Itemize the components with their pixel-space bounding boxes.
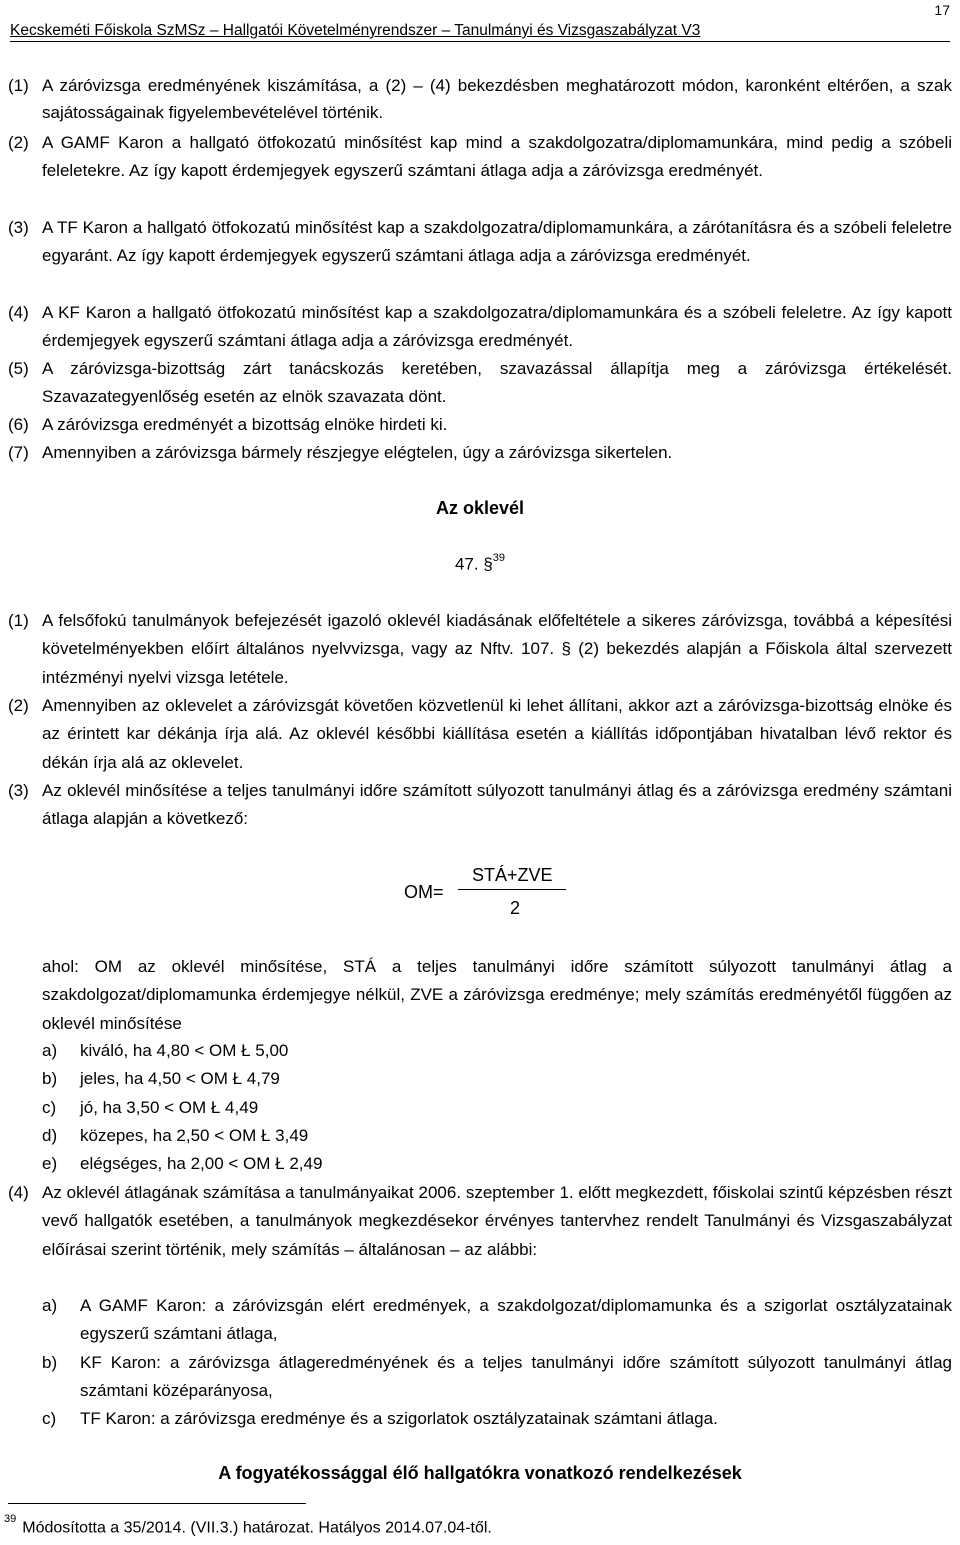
list-item xyxy=(42,1122,952,1150)
list-text: A GAMF Karon: a záróvizsgán elért eredmények, a szakdolgozat/diplomamunka és a szigorlat osztályzatainak egyszerű számtani átlaga, xyxy=(80,1296,952,1344)
paragraph-item xyxy=(8,411,952,439)
item-number: (4) xyxy=(8,1183,29,1202)
list-text: jó, ha 3,50 < OM Ł 4,49 xyxy=(80,1097,259,1117)
paragraph-item xyxy=(8,777,952,834)
formula-numerator: STÁ+ZVE xyxy=(472,865,553,885)
grade-list xyxy=(42,1037,952,1178)
item-number: (6) xyxy=(8,415,29,434)
formula-denominator: 2 xyxy=(510,898,521,918)
paragraph-item xyxy=(8,692,952,777)
list-item xyxy=(42,1037,952,1065)
list-item xyxy=(42,1094,952,1122)
item-text: A záróvizsga eredményét a bizottság elnöke hirdeti ki. xyxy=(42,415,448,434)
list-label: e) xyxy=(42,1154,58,1174)
formula-explanation: ahol: OM az oklevél minősítése, STÁ a teljes tanulmányi időre számított súlyozott tanulmányi átlag a szakdolgozat/diplomamunka érdemjegye nélkül, ZVE a záróvizsga eredménye; mely számítás eredményétől függően az oklevél minősítése xyxy=(42,957,952,1033)
list-text: TF Karon: a záróvizsga eredménye és a szigorlatok osztályzatainak számtani átlaga. xyxy=(80,1409,718,1429)
header-rule xyxy=(10,41,950,42)
header-title: Kecskeméti Főiskola SzMSz – Hallgatói Követelményrendszer – Tanulmányi és Vizsgaszabályzat V3 xyxy=(10,22,701,39)
list-item xyxy=(42,1150,952,1178)
item-text: A GAMF Karon a hallgató ötfokozatú minősítést kap mind a szakdolgozatra/diplomamunkára, mind pedig a szóbeli feleletekre. Az így kapott érdemjegyek egyszerű számtani átlaga adja a záróvizsga eredményét. xyxy=(42,133,952,180)
list-text: KF Karon: a záróvizsga átlageredményének és a teljes tanulmányi időre számított súlyozott tanulmányi átlag számtani középarányosa, xyxy=(80,1352,952,1400)
list-item xyxy=(42,1292,952,1349)
list-label: b) xyxy=(42,1352,58,1372)
section-paragraph-number xyxy=(0,554,960,575)
list-item xyxy=(42,1349,952,1406)
formula-lhs: OM= xyxy=(404,882,444,902)
footnote-separator xyxy=(8,1503,306,1504)
item-text: Az oklevél minősítése a teljes tanulmányi időre számított súlyozott tanulmányi átlag és a záróvizsga eredmény számtani átlaga alapján a következő: xyxy=(42,781,952,829)
item-text: A záróvizsga-bizottság zárt tanácskozás keretében, szavazással állapítja meg a záróvizsga értékelését. Szavazategyenlőség esetén az elnök szavazata dönt. xyxy=(42,359,952,406)
item-text: A záróvizsga eredményének kiszámítása, a (2) – (4) bekezdésben meghatározott módon, karonként eltérően, a szak sajátosságainak figyelembevételével történik. xyxy=(42,76,952,122)
paragraph-item xyxy=(8,439,952,467)
list-item xyxy=(42,1065,952,1093)
list-text: jeles, ha 4,50 < OM Ł 4,79 xyxy=(80,1069,280,1089)
footnote-ref: 39 xyxy=(4,1513,17,1525)
footnote-reference: 39 xyxy=(492,552,506,564)
faculty-list xyxy=(42,1292,952,1433)
section-heading: A fogyatékossággal élő hallgatókra vonatkozó rendelkezések xyxy=(218,1463,742,1483)
list-label: c) xyxy=(42,1409,57,1429)
item-number: (5) xyxy=(8,359,29,378)
item-number: (7) xyxy=(8,443,29,462)
item-text: Amennyiben az oklevelet a záróvizsgát követően közvetlenül ki lehet állítani, akkor azt a záróvizsga-bizottság elnöke és az érintett kar dékánja írja alá. Az oklevél későbbi kiállítása esetén a kiállítás időpontjában hivatalban lévő rektor és dékán írja alá az oklevelet. xyxy=(42,696,952,772)
footnote xyxy=(4,1513,492,1537)
list-label: a) xyxy=(42,1296,58,1315)
item-number: (3) xyxy=(8,781,29,800)
item-number: (1) xyxy=(8,611,29,630)
list-item xyxy=(42,1405,952,1433)
footnote-text: Módosította a 35/2014. (VII.3.) határozat. Hatályos 2014.07.04-től. xyxy=(22,1519,492,1537)
list-label: d) xyxy=(42,1125,58,1145)
paragraph-item xyxy=(8,299,952,354)
item-text: Az oklevél átlagának számítása a tanulmányaikat 2006. szeptember 1. előtt megkezdett, főiskolai szintű képzésben részt vevő hallgatók esetében, a tanulmányok megkezdésekor érvényes tantervhez rendelt Tanulmányi és Vizsgaszabályzat előírásai szerint történik, mely számítás – általánosan – az alábbi: xyxy=(42,1183,952,1259)
item-text: A TF Karon a hallgató ötfokozatú minősítést kap a szakdolgozatra/diplomamunkára, a zárótanításra és a szóbeli feleletre egyaránt. Az így kapott érdemjegyek egyszerű számtani átlaga adja a záróvizsga eredményét. xyxy=(42,218,952,265)
paragraph-item xyxy=(8,214,952,269)
list-label: b) xyxy=(42,1069,58,1089)
paragraph-item xyxy=(8,129,952,184)
list-label: c) xyxy=(42,1097,57,1117)
fraction-bar xyxy=(458,889,566,890)
paragraph-item xyxy=(8,1179,952,1264)
paragraph-item xyxy=(8,607,952,692)
paragraph-item xyxy=(8,72,952,126)
list-label: a) xyxy=(42,1041,58,1060)
paragraph-number-text: 47. § xyxy=(454,554,493,574)
list-text: közepes, ha 2,50 < OM Ł 3,49 xyxy=(80,1125,309,1145)
item-text: A KF Karon a hallgató ötfokozatú minősítést kap a szakdolgozatra/diplomamunkára és a szóbeli feleletre. Az így kapott érdemjegyek egyszerű számtani átlaga adja a záróvizsga eredményét. xyxy=(42,303,952,350)
item-number: (3) xyxy=(8,218,29,237)
list-text: elégséges, ha 2,00 < OM Ł 2,49 xyxy=(80,1154,323,1174)
item-text: A felsőfokú tanulmányok befejezését igazoló oklevél kiadásának előfeltétele a sikeres záróvizsga, továbbá a képesítési követelményekben előírt általános nyelvvizsga, vagy az Nftv. 107. § (2) bekezdés alapján a Főiskola által szervezett intézményi nyelvi vizsga letétele. xyxy=(42,611,952,687)
list-text: kiváló, ha 4,80 < OM Ł 5,00 xyxy=(80,1041,289,1060)
item-number: (1) xyxy=(8,76,29,95)
item-text: Amennyiben a záróvizsga bármely részjegye elégtelen, úgy a záróvizsga sikertelen. xyxy=(42,443,673,462)
page-number: 17 xyxy=(934,2,950,18)
section-heading: Az oklevél xyxy=(435,498,525,518)
item-number: (2) xyxy=(8,133,29,152)
item-number: (4) xyxy=(8,303,29,322)
item-number: (2) xyxy=(8,696,29,715)
paragraph-item xyxy=(8,355,952,410)
